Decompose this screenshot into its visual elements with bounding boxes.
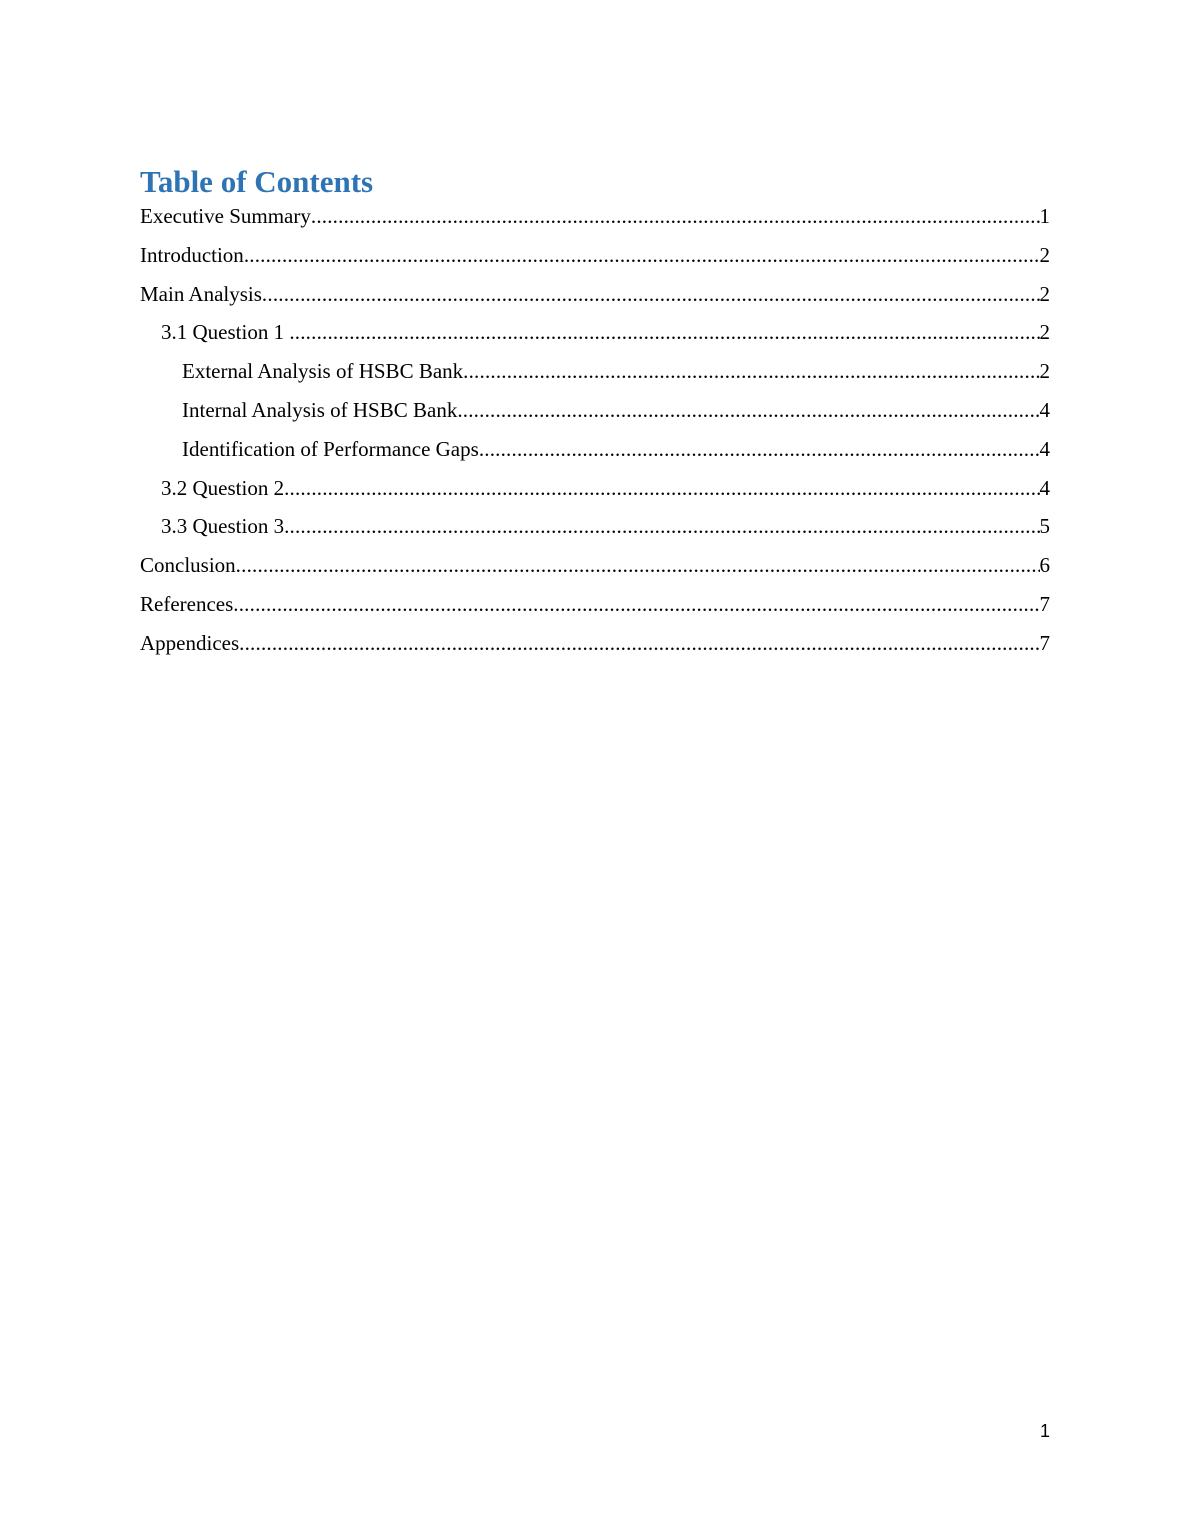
dot-leader bbox=[479, 430, 1040, 469]
toc-entry-main-analysis[interactable] bbox=[140, 275, 1050, 314]
toc-title: Table of Contents bbox=[140, 164, 374, 199]
toc-entry-page: 2 bbox=[1039, 281, 1050, 306]
dot-leader bbox=[262, 275, 1040, 314]
dot-leader bbox=[244, 236, 1040, 275]
toc-entry-conclusion[interactable] bbox=[140, 546, 1050, 585]
toc-entry-label: Executive Summary bbox=[140, 204, 311, 228]
toc-entry-page: 4 bbox=[1039, 436, 1050, 461]
toc-entry-page: 2 bbox=[1039, 242, 1050, 267]
toc-entry-appendices[interactable] bbox=[140, 624, 1050, 663]
table-of-contents bbox=[140, 197, 1050, 663]
toc-entry-label: Internal Analysis of HSBC Bank bbox=[182, 397, 458, 422]
toc-entry-question-3[interactable] bbox=[140, 507, 1050, 546]
toc-entry-page: 4 bbox=[1039, 475, 1050, 500]
toc-entry-question-1[interactable] bbox=[140, 313, 1050, 352]
toc-entry-page: 2 bbox=[1039, 359, 1050, 384]
toc-entry-label: Identification of Performance Gaps bbox=[182, 436, 479, 461]
dot-leader bbox=[284, 507, 1039, 546]
toc-entry-label: Appendices bbox=[140, 630, 240, 655]
toc-entry-performance-gaps[interactable] bbox=[140, 430, 1050, 469]
dot-leader bbox=[239, 624, 1039, 663]
toc-entry-references[interactable] bbox=[140, 585, 1050, 624]
toc-entry-introduction[interactable] bbox=[140, 236, 1050, 275]
toc-entry-label: 3.2 Question 2 bbox=[161, 475, 285, 500]
dot-leader bbox=[463, 352, 1039, 391]
toc-entry-page: 1 bbox=[1039, 204, 1050, 228]
dot-leader bbox=[311, 197, 1040, 236]
toc-entry-page: 7 bbox=[1039, 630, 1050, 655]
toc-entry-page: 5 bbox=[1039, 514, 1050, 539]
toc-entry-external-analysis[interactable] bbox=[140, 352, 1050, 391]
toc-entry-label: Conclusion bbox=[140, 553, 236, 578]
page-number: 1 bbox=[1039, 1421, 1050, 1441]
toc-entry-executive-summary[interactable] bbox=[140, 197, 1050, 236]
toc-entry-internal-analysis[interactable] bbox=[140, 391, 1050, 430]
toc-entry-page: 2 bbox=[1039, 320, 1050, 345]
toc-entry-page: 4 bbox=[1039, 397, 1050, 422]
toc-entry-label: Introduction bbox=[140, 242, 244, 267]
dot-leader bbox=[236, 546, 1040, 585]
toc-entry-label: External Analysis of HSBC Bank bbox=[182, 359, 464, 384]
toc-entry-label: 3.3 Question 3 bbox=[161, 514, 285, 539]
toc-entry-page: 6 bbox=[1039, 553, 1050, 578]
toc-entry-label: Main Analysis bbox=[140, 281, 262, 306]
toc-entry-label: References bbox=[140, 591, 234, 616]
toc-entry-label: 3.1 Question 1 bbox=[161, 320, 290, 345]
dot-leader bbox=[233, 585, 1039, 624]
toc-entry-question-2[interactable] bbox=[140, 469, 1050, 508]
dot-leader bbox=[457, 391, 1039, 430]
toc-entry-page: 7 bbox=[1039, 591, 1050, 616]
dot-leader bbox=[289, 313, 1039, 352]
dot-leader bbox=[284, 469, 1039, 508]
